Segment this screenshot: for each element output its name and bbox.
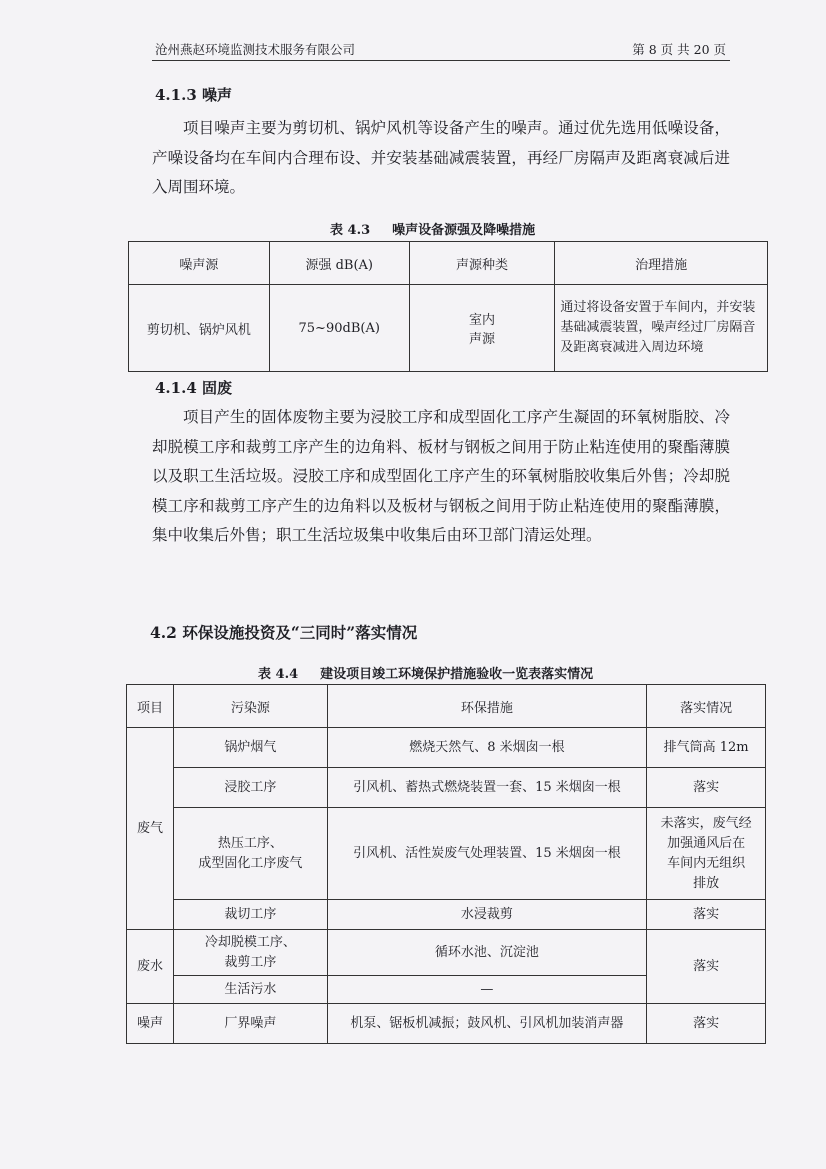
cell-source: [173, 808, 327, 900]
cell-measure: 燃烧天然气、8 米烟囱一根: [327, 728, 646, 768]
cell-noise-source: 剪切机、锅炉风机: [129, 285, 270, 372]
cell-measure: 引风机、蓄热式燃烧装置一套、15 米烟囱一根: [327, 768, 646, 808]
cell-measure: —: [327, 976, 646, 1004]
source-line2: 成型固化工序废气: [198, 855, 303, 871]
cell-source: 生活污水: [173, 976, 327, 1004]
section-title-solid-waste: 4.1.4 固废: [155, 379, 232, 397]
status-line4: 排放: [693, 875, 720, 891]
header-item: 项目: [127, 685, 174, 728]
table-4-3-title: 噪声设备源强及降噪措施: [392, 223, 536, 238]
header-noise-source: 噪声源: [129, 242, 270, 285]
cell-measure: 引风机、活性炭废气处理装置、15 米烟囱一根: [327, 808, 646, 900]
header-status: 落实情况: [647, 685, 766, 728]
table-row: [129, 285, 768, 372]
table-4-4-number: 表 4.4: [258, 667, 299, 682]
source-kind-line1: 室内: [469, 313, 496, 328]
cell-status: [647, 808, 766, 900]
source-kind-line2: 声源: [469, 332, 496, 347]
header-measure: 治理措施: [555, 242, 768, 285]
noise-equipment-table: [128, 241, 768, 372]
status-line1: 未落实，废气经: [660, 815, 752, 831]
header-source-kind: 声源种类: [409, 242, 555, 285]
table-4-3-caption: [330, 219, 535, 238]
status-line2: 加强通风后在: [667, 835, 746, 851]
source-line2: 裁剪工序: [224, 954, 277, 970]
acceptance-table: [126, 684, 766, 1044]
table-row: [127, 808, 766, 900]
table-4-3-number: 表 4.3: [330, 223, 371, 238]
cell-status: 落实: [647, 1004, 766, 1044]
table-row: [127, 900, 766, 930]
category-waste-gas: 废气: [127, 728, 174, 930]
source-line1: 热压工序、: [217, 835, 283, 851]
header-rule: [152, 60, 730, 61]
section-title-noise: 4.1.3 噪声: [155, 86, 232, 104]
table-4-4-caption: [258, 663, 593, 682]
status-line3: 车间内无组织: [667, 855, 746, 871]
category-waste-water: 废水: [127, 930, 174, 1004]
table-row: [127, 930, 766, 976]
table-4-4-title: 建设项目竣工环境保护措施验收一览表落实情况: [320, 667, 594, 682]
table-header-row: [127, 685, 766, 728]
category-noise: 噪声: [127, 1004, 174, 1044]
source-line1: 冷却脱模工序、: [204, 934, 296, 950]
section-title-env-investment: 4.2 环保设施投资及“三同时”落实情况: [150, 623, 418, 642]
header-company: 沧州燕赵环境监测技术服务有限公司: [155, 42, 356, 57]
cell-status: 落实: [647, 930, 766, 1004]
cell-source-level: 75~90dB(A): [269, 285, 409, 372]
header-page-info: 第 8 页 共 20 页: [632, 42, 726, 57]
cell-status: 落实: [647, 768, 766, 808]
table-row: [127, 1004, 766, 1044]
table-row: [127, 728, 766, 768]
cell-status: 排气筒高 12m: [647, 728, 766, 768]
cell-source: 锅炉烟气: [173, 728, 327, 768]
cell-source: [173, 930, 327, 976]
cell-measure: 通过将设备安置于车间内，并安装基础减震装置，噪声经过厂房隔音及距离衰减进入周边环境: [555, 285, 768, 372]
paragraph-noise: 项目噪声主要为剪切机、锅炉风机等设备产生的噪声。通过优先选用低噪设备，产噪设备均在车间内合理布设、并安装基础减震装置，再经厂房隔声及距离衰减后进入周围环境。: [152, 119, 730, 196]
header-pollution-source: 污染源: [173, 685, 327, 728]
cell-measure: 水浸裁剪: [327, 900, 646, 930]
table-row: [127, 768, 766, 808]
cell-source: 厂界噪声: [173, 1004, 327, 1044]
table-header-row: [129, 242, 768, 285]
header-env-measure: 环保措施: [327, 685, 646, 728]
cell-source: 裁切工序: [173, 900, 327, 930]
cell-measure: 循环水池、沉淀池: [327, 930, 646, 976]
paragraph-solid-waste: 项目产生的固体废物主要为浸胶工序和成型固化工序产生凝固的环氧树脂胶、冷却脱模工序和裁剪工序产生的边角料、板材与钢板之间用于防止粘连使用的聚酯薄膜以及职工生活垃圾。浸胶工序和成型固化工序产生的环氧树脂胶收集后外售；冷却脱模工序和裁剪工序产生的边角料以及板材与钢板之间用于防止粘连使用的聚酯薄膜，集中收集后外售；职工生活垃圾集中收集后由环卫部门清运处理。: [152, 408, 730, 544]
cell-status: 落实: [647, 900, 766, 930]
cell-source-kind: [409, 285, 555, 372]
cell-measure: 机泵、锯板机减振；鼓风机、引风机加装消声器: [327, 1004, 646, 1044]
header-source-level: 源强 dB(A): [269, 242, 409, 285]
cell-source: 浸胶工序: [173, 768, 327, 808]
